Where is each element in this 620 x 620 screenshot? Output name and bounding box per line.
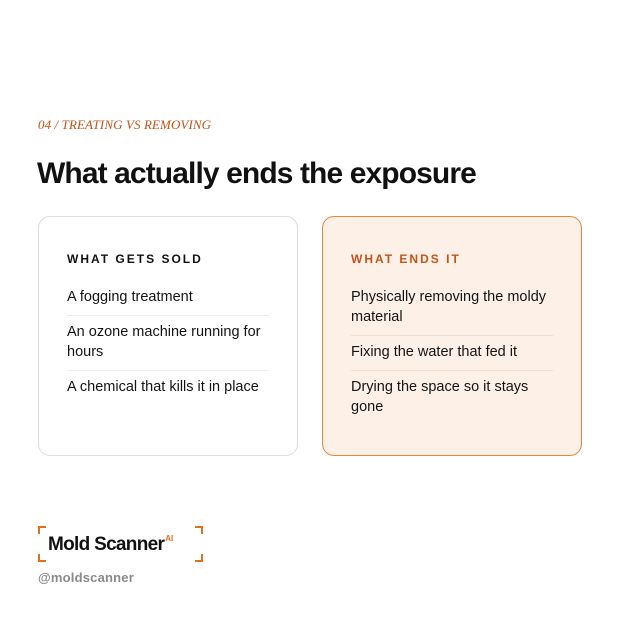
card-list [67,281,269,405]
list-item: Drying the space so it stays gone [351,379,529,415]
social-handle: @moldscanner [38,570,134,585]
list-item: A chemical that kills it in place [67,379,259,395]
list-item: Physically removing the moldy material [351,281,553,336]
what-gets-sold-card [38,216,298,456]
list-item: A fogging treatment [67,281,269,316]
card-title: WHAT GETS SOLD [67,252,203,266]
page-title: What actually ends the exposure [37,157,476,190]
brand-superscript: AI [165,534,174,543]
section-eyebrow: 04 / TREATING VS REMOVING [38,117,212,132]
list-item: Fixing the water that fed it [351,336,553,371]
brand-name-text: Mold Scanner [48,534,165,555]
frame-corner-icon [38,526,46,534]
frame-corner-icon [38,554,46,562]
card-list [351,281,553,425]
what-ends-it-card [322,216,582,456]
brand-name [48,534,173,559]
brand-logo [38,526,203,562]
card-title: WHAT ENDS IT [351,252,461,266]
frame-corner-icon [195,526,203,534]
list-item: An ozone machine running for hours [67,316,269,371]
frame-corner-icon [195,554,203,562]
